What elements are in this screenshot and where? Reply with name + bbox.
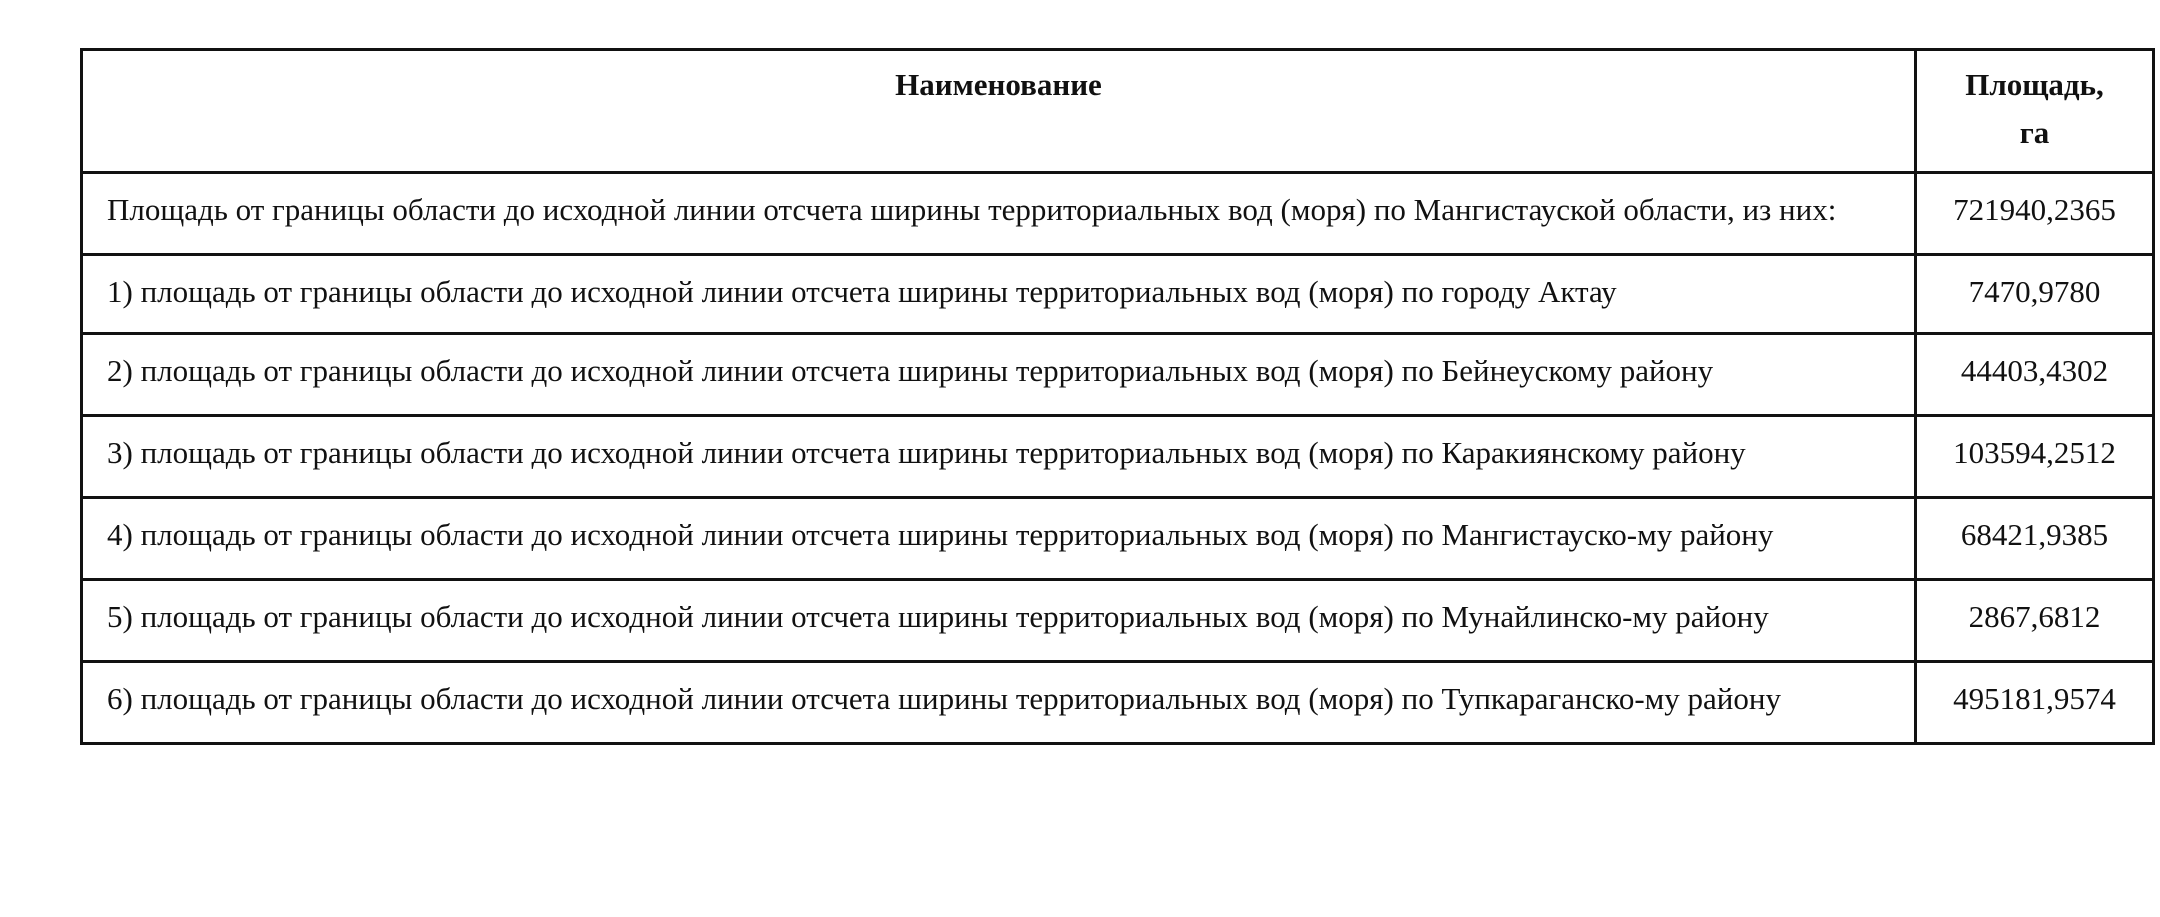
- row-area-cell: 2867,6812: [1916, 580, 2154, 662]
- row-name-cell: Площадь от границы области до исходной линии отсчета ширины территориальных вод (моря) по Мангистауской области, из них:: [82, 173, 1916, 255]
- table-row: [82, 334, 2154, 416]
- row-area-cell: 44403,4302: [1916, 334, 2154, 416]
- header-area-label-line2: га: [2019, 115, 2050, 150]
- table-row: [82, 498, 2154, 580]
- row-name-cell: 3) площадь от границы области до исходной линии отсчета ширины территориальных вод (моря) по Каракиянскому району: [82, 416, 1916, 498]
- table-row: [82, 416, 2154, 498]
- row-name-cell: 5) площадь от границы области до исходной линии отсчета ширины территориальных вод (моря) по Мунайлинско-му району: [82, 580, 1916, 662]
- row-name-cell: 6) площадь от границы области до исходной линии отсчета ширины территориальных вод (моря) по Тупкараганско-му району: [82, 662, 1916, 744]
- table-row: [82, 662, 2154, 744]
- row-area-cell: 7470,9780: [1916, 255, 2154, 334]
- table-header-row: [82, 50, 2154, 173]
- table-row: [82, 255, 2154, 334]
- row-area-cell: 68421,9385: [1916, 498, 2154, 580]
- row-name-cell: 1) площадь от границы области до исходной линии отсчета ширины территориальных вод (моря) по городу Актау: [82, 255, 1916, 334]
- header-area-label-line1: Площадь,: [1965, 67, 2104, 102]
- row-name-cell: 4) площадь от границы области до исходной линии отсчета ширины территориальных вод (моря) по Мангистауско-му району: [82, 498, 1916, 580]
- table-row: [82, 173, 2154, 255]
- header-area: [1916, 50, 2154, 173]
- header-name: [82, 50, 1916, 173]
- row-area-cell: 103594,2512: [1916, 416, 2154, 498]
- row-area-cell: 721940,2365: [1916, 173, 2154, 255]
- table-row: [82, 580, 2154, 662]
- row-area-cell: 495181,9574: [1916, 662, 2154, 744]
- header-name-label: Наименование: [895, 67, 1102, 102]
- area-table: [80, 48, 2155, 745]
- row-name-cell: 2) площадь от границы области до исходной линии отсчета ширины территориальных вод (моря) по Бейнеускому району: [82, 334, 1916, 416]
